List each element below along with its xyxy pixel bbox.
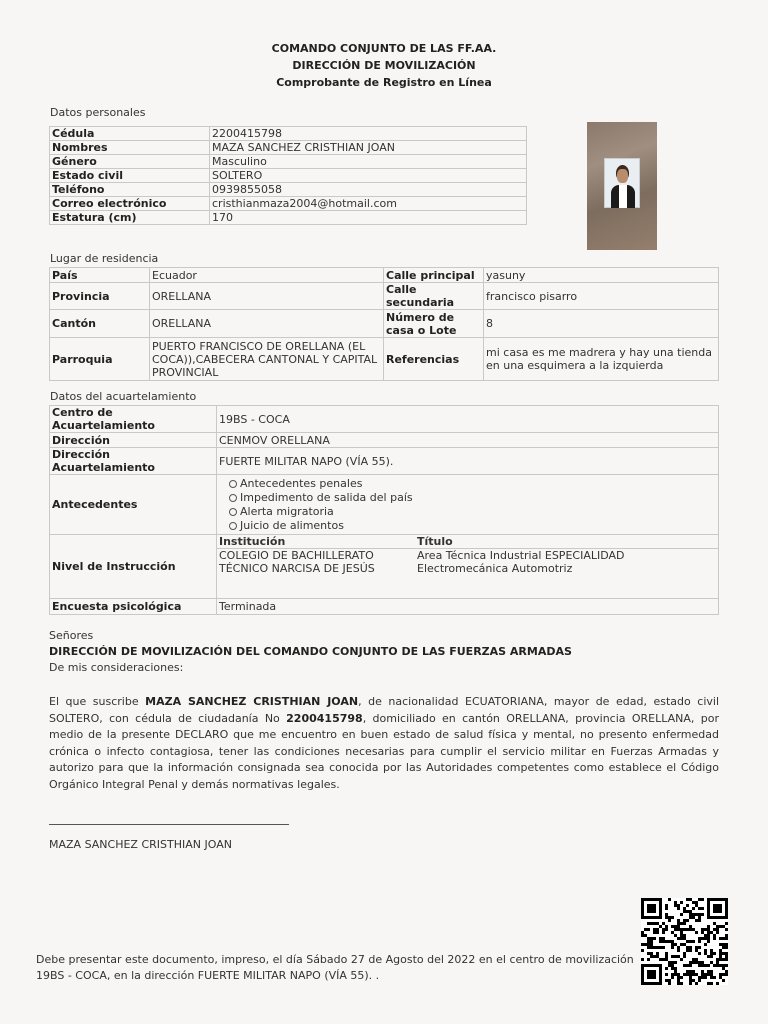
title-value: Area Técnica Industrial ESPECIALIDAD Electromecánica Automotriz [417,549,625,575]
header-line-1: COMANDO CONJUNTO DE LAS FF.AA. [271,42,497,55]
qr-code-icon [641,898,728,985]
education-table [217,535,718,575]
field-value: mi casa es me madrera y hay una tienda en una esquimera a la izquierda [484,338,719,381]
field-value: FUERTE MILITAR NAPO (VÍA 55). [217,448,719,475]
header-line-2: DIRECCIÓN DE MOVILIZACIÓN [292,59,476,72]
field-value: ORELLANA [150,310,384,338]
table-row [50,127,527,141]
table-row [50,211,527,225]
field-value: Terminada [217,599,719,615]
table-row [50,197,527,211]
header-line-3: Comprobante de Registro en Línea [276,76,492,89]
field-label: Nivel de Instrucción [50,535,217,599]
field-label: País [50,268,150,283]
column-header: Institución [217,535,415,549]
radio-icon[interactable] [229,522,237,530]
radio-icon[interactable] [229,508,237,516]
field-value: ORELLANA [150,283,384,310]
barracks-section-title: Datos del acuartelamiento [50,390,197,403]
antecedent-option[interactable] [219,491,716,505]
field-label: Correo electrónico [50,197,210,211]
radio-icon[interactable] [229,480,237,488]
option-label: Juicio de alimentos [240,518,344,532]
column-header: Título [415,535,718,549]
table-row [50,141,527,155]
antecedent-option[interactable] [219,477,716,491]
declaration-paragraph [49,694,719,793]
antecedent-option[interactable] [219,505,716,519]
field-label: Calle secundaria [384,283,484,310]
field-value: cristhianmaza2004@hotmail.com [210,197,527,211]
field-label: Nombres [50,141,210,155]
antecedents-options [217,475,719,535]
field-label: Estado civil [50,169,210,183]
table-row [50,406,719,433]
field-value: 19BS - COCA [217,406,719,433]
field-label: Número de casa o Lote [384,310,484,338]
table-row [50,169,527,183]
letter-recipient: DIRECCIÓN DE MOVILIZACIÓN DEL COMANDO CONJUNTO DE LAS FUERZAS ARMADAS [49,645,572,658]
declaration-end: , domiciliado en cantón ORELLANA, provincia ORELLANA, por medio de la presente DECLARO que me encuentro en buen estado de salud física y mental, no presento enfermedad crónica o infecto contagiosa, tener las condiciones necesarias para cumplir el servicio militar en Fuerzas Armadas y autorizo para que la información consignada sea conocida por las Autoridades competentes como establece el Código Orgánico Integral Penal y demás normativas legales. [49,711,719,791]
table-row [50,283,719,310]
residence-table [49,267,719,381]
option-label: Alerta migratoria [240,504,334,518]
personal-section-title: Datos personales [50,106,146,119]
field-value: Ecuador [150,268,384,283]
table-row [50,433,719,448]
declarant-id: 2200415798 [286,711,363,725]
declarant-name: MAZA SANCHEZ CRISTHIAN JOAN [145,695,359,708]
field-value: MAZA SANCHEZ CRISTHIAN JOAN [210,141,527,155]
document-header [0,40,768,91]
personal-data-table [49,126,527,225]
field-label: Centro de Acuartelamiento [50,406,217,433]
field-value: francisco pisarro [484,283,719,310]
field-label: Teléfono [50,183,210,197]
field-value: SOLTERO [210,169,527,183]
table-row [50,338,719,381]
applicant-photo [587,122,657,250]
field-value: 0939855058 [210,183,527,197]
field-label: Dirección Acuartelamiento [50,448,217,475]
field-label: Calle principal [384,268,484,283]
table-row [50,310,719,338]
letter-greeting: Señores [49,629,94,642]
id-photo-card [604,158,640,208]
field-label: Encuesta psicológica [50,599,217,615]
option-label: Impedimento de salida del país [240,490,413,504]
field-value: 170 [210,211,527,225]
field-value: 2200415798 [210,127,527,141]
radio-icon[interactable] [229,494,237,502]
footer-note: Debe presentar este documento, impreso, el día Sábado 27 de Agosto del 2022 en el centro de movilización 19BS - COCA, en la dirección FUERTE MILITAR NAPO (VÍA 55). . [36,953,634,982]
education-cell [217,535,719,599]
table-row [50,155,527,169]
signature-name: MAZA SANCHEZ CRISTHIAN JOAN [49,838,232,851]
antecedent-option[interactable] [219,519,716,533]
table-row [50,599,719,615]
signature-line [49,824,289,825]
field-label: Provincia [50,283,150,310]
institution-value: COLEGIO DE BACHILLERATO TÉCNICO NARCISA DE JESÚS [219,549,375,575]
declaration-intro: El que suscribe [49,695,146,708]
field-value: PUERTO FRANCISCO DE ORELLANA (EL COCA)),CABECERA CANTONAL Y CAPITAL PROVINCIAL [150,338,384,381]
field-label: Antecedentes [50,475,217,535]
field-value: CENMOV ORELLANA [217,433,719,448]
table-row [50,183,527,197]
table-row [50,535,719,599]
table-row [217,535,718,549]
option-label: Antecedentes penales [240,476,363,490]
table-row [217,549,718,576]
declaration-mid: , de nacionalidad ECUATORIANA, mayor de edad, estado civil SOLTERO, con cédula de ciudadanía No [49,695,720,725]
field-value: Masculino [210,155,527,169]
field-label: Parroquia [50,338,150,381]
barracks-table [49,405,719,615]
field-label: Estatura (cm) [50,211,210,225]
field-label: Referencias [384,338,484,381]
field-label: Cédula [50,127,210,141]
field-value: 8 [484,310,719,338]
table-row [50,475,719,535]
letter-salutation: De mis consideraciones: [49,661,184,674]
field-label: Género [50,155,210,169]
field-label: Cantón [50,310,150,338]
residence-section-title: Lugar de residencia [50,252,159,265]
field-value: yasuny [484,268,719,283]
table-row [50,448,719,475]
table-row [50,268,719,283]
field-label: Dirección [50,433,217,448]
